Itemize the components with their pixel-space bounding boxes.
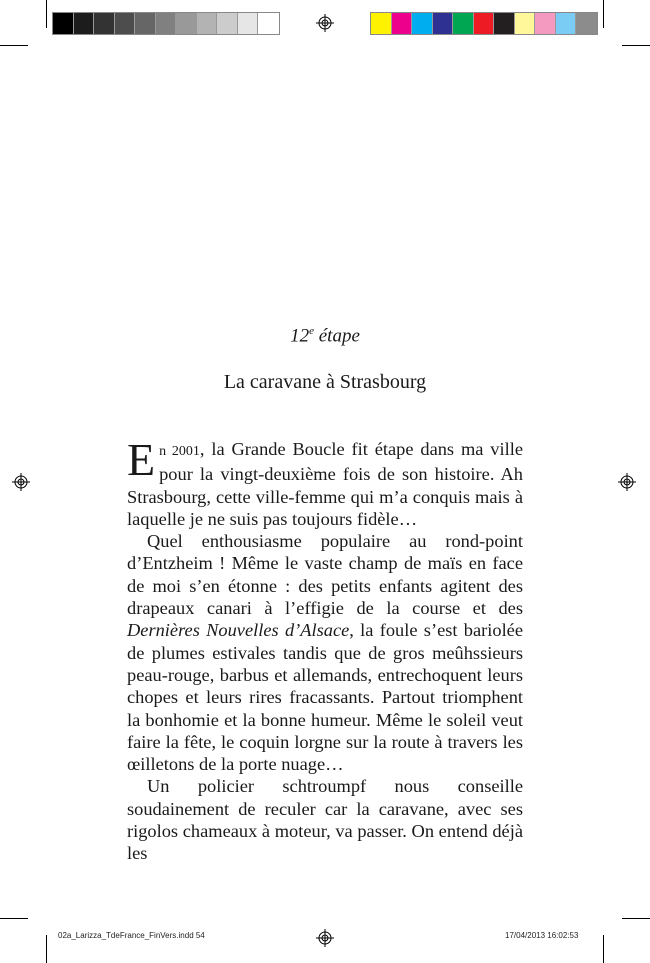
crosshair-target-icon (12, 473, 30, 491)
crop-mark (603, 935, 604, 963)
color-swatch (515, 13, 536, 34)
slug-filename: 02a_Larizza_TdeFrance_FinVers.indd 54 (58, 931, 205, 940)
chapter-number: 12e étape (290, 325, 360, 347)
color-swatch (156, 13, 177, 34)
color-swatch (494, 13, 515, 34)
crop-mark (622, 918, 650, 919)
body-text (127, 434, 524, 865)
color-swatch (535, 13, 556, 34)
slug-timestamp: 17/04/2013 16:02:53 (505, 931, 579, 940)
crop-mark (46, 0, 47, 28)
color-swatch (217, 13, 238, 34)
gray-swatch-bar (52, 12, 280, 35)
crosshair-target-icon (618, 473, 636, 491)
color-swatch (258, 13, 279, 34)
crop-mark (46, 935, 47, 963)
crop-mark (603, 0, 604, 28)
crop-mark (622, 45, 650, 46)
color-swatch (115, 13, 136, 34)
crosshair-target-icon (316, 14, 334, 32)
crosshair-target-icon (316, 929, 334, 947)
paragraph: Un policier schtroumpf nous conseille soudainement de reculer car la caravane, avec ses rigolos chameaux à moteur, va passer. On entend déjà les (127, 776, 523, 864)
color-swatch (74, 13, 95, 34)
crop-mark (0, 918, 28, 919)
color-swatch (412, 13, 433, 34)
color-swatch (392, 13, 413, 34)
color-swatch (176, 13, 197, 34)
color-swatch (556, 13, 577, 34)
color-swatch (453, 13, 474, 34)
color-swatch (135, 13, 156, 34)
crop-mark (0, 45, 28, 46)
color-swatch (53, 13, 74, 34)
color-swatch (94, 13, 115, 34)
chapter-title: La caravane à Strasbourg (223, 371, 427, 393)
paragraph: Quel enthousiasme populaire au rond-point d’Entzheim ! Même le vaste champ de maïs en face de moi s’en étonne : des petits enfants agitent des drapeaux canari à l’effigie de la course et des Dernières Nouvelles d’Alsace, la foule s’est bariolée de plumes estivales tandis que de gros meûhssieurs peau-rouge, barbus et allemands, entrechoquent leurs chopes et leurs rires fracassants. Partout triomphent la bonhomie et la bonne humeur. Même le soleil veut faire la fête, le coquin lorgne sur la route à travers les œilletons de la porte nuage… (127, 531, 524, 775)
color-swatch (576, 13, 597, 34)
color-swatch (238, 13, 259, 34)
color-swatch (474, 13, 495, 34)
color-swatch (371, 13, 392, 34)
color-swatch-bar (370, 12, 598, 35)
drop-cap: E (127, 434, 156, 485)
color-swatch (433, 13, 454, 34)
paragraph: En 2001, la Grande Boucle fit étape dans ma ville pour la vingt-deuxième fois de son histoire. Ah Strasbourg, cette ville-femme qui m’a conquis mais à laquelle je ne suis pas toujours fidèle… (127, 434, 523, 529)
color-swatch (197, 13, 218, 34)
